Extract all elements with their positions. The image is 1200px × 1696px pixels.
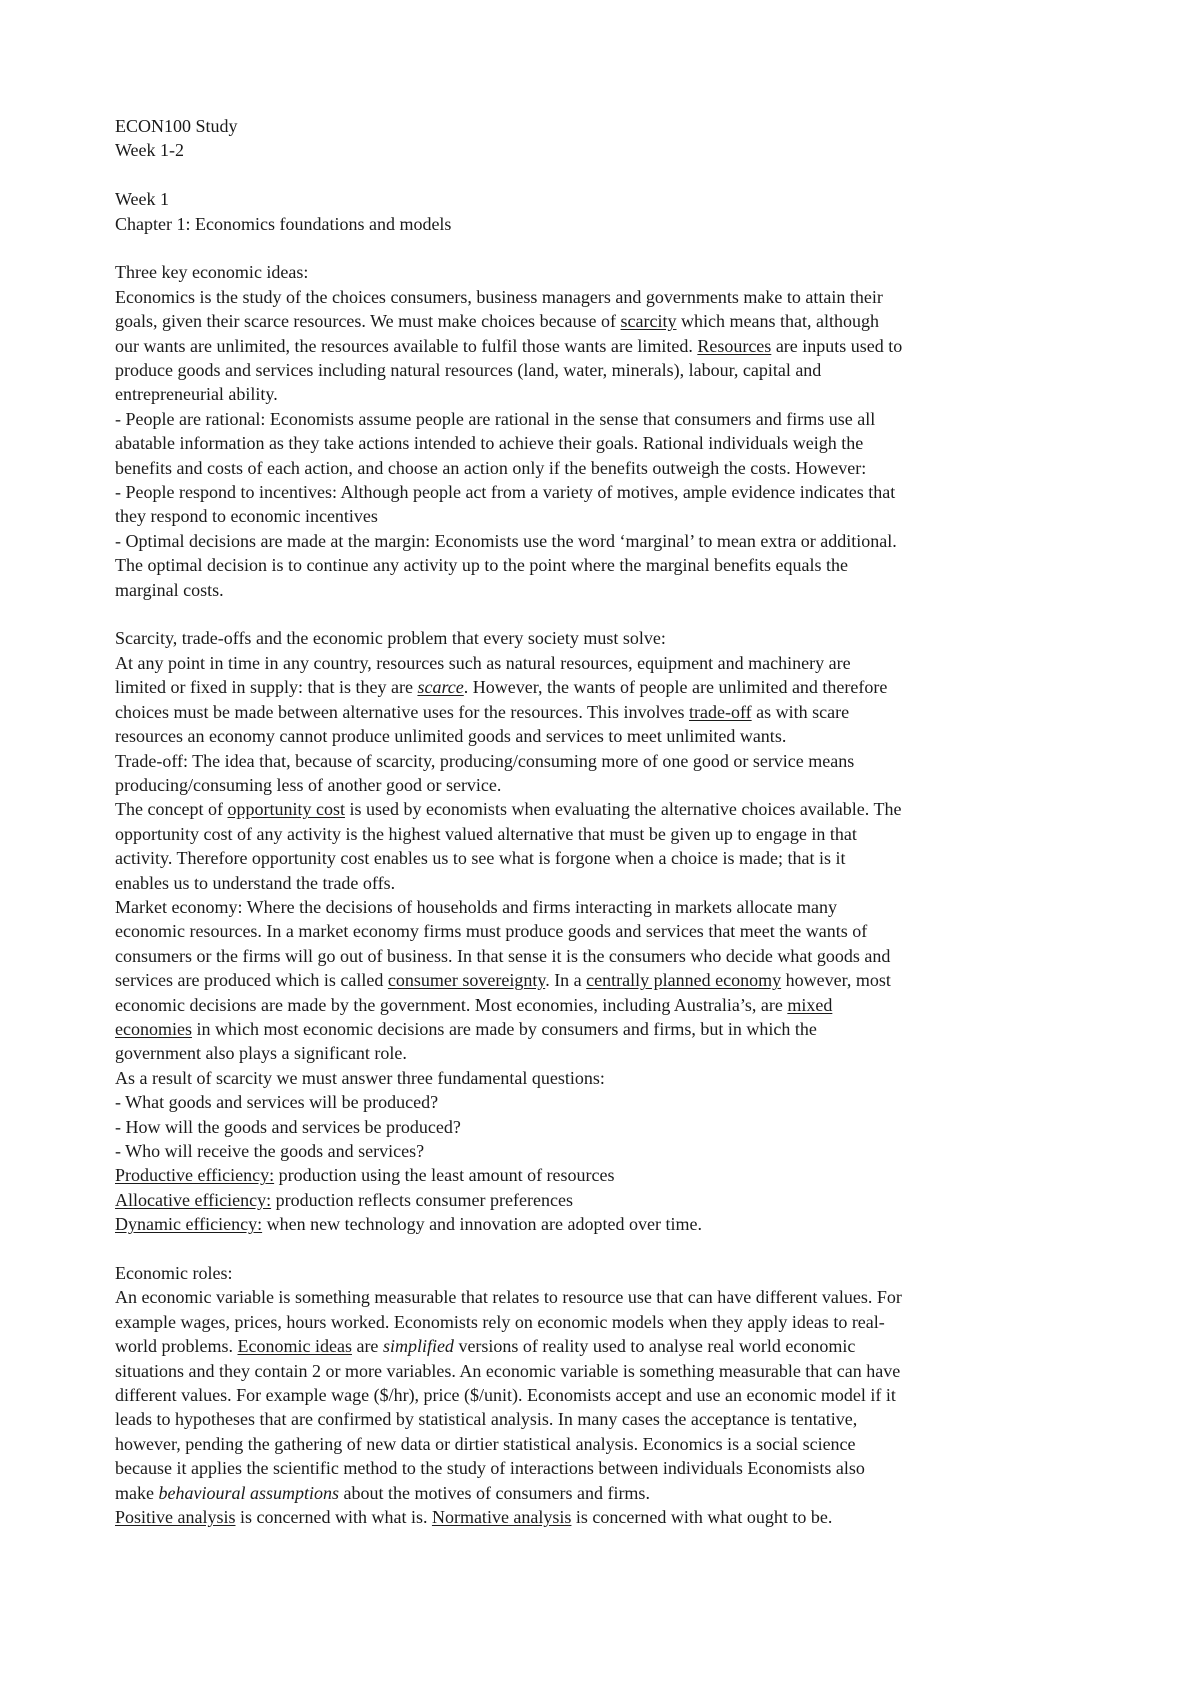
document-body xyxy=(115,236,1114,1529)
text-line xyxy=(115,1432,1114,1456)
text-line xyxy=(115,1383,1114,1407)
underlined-term: Productive efficiency: xyxy=(115,1165,275,1186)
text-segment: . However, the wants of people are unlimited and therefore xyxy=(463,677,888,698)
text-line xyxy=(115,358,1114,382)
text-segment: As a result of scarcity we must answer three fundamental questions: xyxy=(115,1067,605,1088)
text-segment: is used by economists when evaluating the alternative choices available. The xyxy=(344,799,902,820)
text-line xyxy=(115,822,1114,846)
text-segment: limited or fixed in supply: that is they are xyxy=(115,677,418,698)
text-line xyxy=(115,651,1114,675)
text-line xyxy=(115,504,1114,528)
text-line xyxy=(115,334,1114,358)
text-segment: opportunity cost of any activity is the highest valued alternative that must be given up to engage in that xyxy=(115,823,857,844)
text-line xyxy=(115,480,1114,504)
doc-subtitle: Week 1-2 xyxy=(115,140,185,161)
underlined-term: mixed xyxy=(787,994,833,1015)
text-line xyxy=(115,1456,1114,1480)
text-line xyxy=(115,1188,1114,1212)
section xyxy=(115,1261,1114,1529)
text-line xyxy=(115,456,1114,480)
text-line xyxy=(115,846,1114,870)
text-segment: benefits and costs of each action, and choose an action only if the benefits outweigh the costs. However: xyxy=(115,457,867,478)
text-line xyxy=(115,1115,1114,1139)
text-segment: The concept of xyxy=(115,799,228,820)
emphasis-text: simplified xyxy=(382,1336,454,1357)
underlined-term: opportunity cost xyxy=(227,799,345,820)
text-line xyxy=(115,1139,1114,1163)
chapter-title: Chapter 1: Economics foundations and models xyxy=(115,213,452,234)
text-line xyxy=(115,407,1114,431)
underlined-term: scarcity xyxy=(620,311,677,332)
text-segment: however, pending the gathering of new data or dirtier statistical analysis. Economics is a social science xyxy=(115,1433,856,1454)
text-segment: At any point in time in any country, resources such as natural resources, equipment and machinery are xyxy=(115,652,851,673)
text-segment: is concerned with what ought to be. xyxy=(571,1507,833,1528)
underlined-term: centrally planned economy xyxy=(586,970,782,991)
underlined-term: Allocative efficiency: xyxy=(115,1189,272,1210)
underlined-term: trade-off xyxy=(689,701,752,722)
text-line xyxy=(115,724,1114,748)
text-segment: as with scare xyxy=(751,701,850,722)
text-line xyxy=(115,968,1114,992)
text-line xyxy=(115,309,1114,333)
text-segment: abatable information as they take actions intended to achieve their goals. Rational individuals weigh the xyxy=(115,433,864,454)
text-segment: leads to hypotheses that are confirmed by statistical analysis. In many cases the acceptance is tentative, xyxy=(115,1409,858,1430)
text-line xyxy=(115,749,1114,773)
text-segment: The optimal decision is to continue any activity up to the point where the marginal benefits equals the xyxy=(115,555,848,576)
text-line xyxy=(115,944,1114,968)
text-line xyxy=(115,675,1114,699)
text-segment: they respond to economic incentives xyxy=(115,506,378,527)
underlined-term: scarce xyxy=(417,677,464,698)
text-segment: is concerned with what is. xyxy=(235,1507,432,1528)
text-line xyxy=(115,700,1114,724)
text-segment: example wages, prices, hours worked. Economists rely on economic models when they apply ideas to real- xyxy=(115,1311,885,1332)
text-segment: when new technology and innovation are adopted over time. xyxy=(262,1214,702,1235)
text-segment: choices must be made between alternative uses for the resources. This involves xyxy=(115,701,689,722)
text-segment: - Optimal decisions are made at the margin: Economists use the word ‘marginal’ to mean extra or additional. xyxy=(115,530,897,551)
text-segment: however, most xyxy=(781,970,891,991)
text-line xyxy=(115,529,1114,553)
underlined-term: Positive analysis xyxy=(115,1507,236,1528)
text-segment: consumers or the firms will go out of business. In that sense it is the consumers who decide what goods and xyxy=(115,945,891,966)
text-line xyxy=(115,1017,1114,1041)
text-line xyxy=(115,578,1114,602)
text-line xyxy=(115,1212,1114,1236)
text-segment: Economics is the study of the choices consumers, business managers and governments make to attain their xyxy=(115,286,883,307)
underlined-term: economies xyxy=(115,1018,192,1039)
section-heading: Three key economic ideas: xyxy=(115,262,309,283)
text-segment: are xyxy=(351,1336,383,1357)
text-segment: are inputs used to xyxy=(771,335,903,356)
text-segment: enables us to understand the trade offs. xyxy=(115,872,396,893)
text-segment: activity. Therefore opportunity cost enables us to see what is forgone when a choice is made; that is it xyxy=(115,848,846,869)
text-segment: - How will the goods and services be produced? xyxy=(115,1116,461,1137)
underlined-term: Economic ideas xyxy=(237,1336,352,1357)
text-segment: in which most economic decisions are made by consumers and firms, but in which the xyxy=(191,1018,817,1039)
text-segment: entrepreneurial ability. xyxy=(115,384,278,405)
text-line xyxy=(115,1090,1114,1114)
text-line xyxy=(115,1334,1114,1358)
text-line xyxy=(115,1163,1114,1187)
underlined-term: Dynamic efficiency: xyxy=(115,1214,263,1235)
underlined-term: Resources xyxy=(697,335,772,356)
text-segment: production reflects consumer preferences xyxy=(271,1189,573,1210)
text-segment: our wants are unlimited, the resources available to fulfil those wants are limited. xyxy=(115,335,698,356)
text-segment: - What goods and services will be produced? xyxy=(115,1092,439,1113)
text-segment: economic decisions are made by the government. Most economies, including Australia’s, are xyxy=(115,994,788,1015)
text-line xyxy=(115,382,1114,406)
underlined-term: Normative analysis xyxy=(431,1507,572,1528)
text-segment: different values. For example wage ($/hr), price ($/unit). Economists accept and use an economic model if it xyxy=(115,1385,896,1406)
text-line xyxy=(115,1066,1114,1090)
text-segment: goals, given their scarce resources. We must make choices because of xyxy=(115,311,621,332)
text-segment: services are produced which is called xyxy=(115,970,388,991)
text-segment: An economic variable is something measurable that relates to resource use that can have different values. For xyxy=(115,1287,902,1308)
text-line xyxy=(115,1285,1114,1309)
text-segment: versions of reality used to analyse real world economic xyxy=(453,1336,856,1357)
section-heading: Economic roles: xyxy=(115,1263,233,1284)
text-segment: economic resources. In a market economy firms must produce goods and services that meet the wants of xyxy=(115,921,868,942)
text-segment: about the motives of consumers and firms. xyxy=(339,1482,650,1503)
text-line xyxy=(115,895,1114,919)
text-line xyxy=(115,993,1114,1017)
doc-title: ECON100 Study xyxy=(115,116,238,136)
text-segment: resources an economy cannot produce unlimited goods and services to meet unlimited wants. xyxy=(115,726,787,747)
text-line xyxy=(115,431,1114,455)
text-line xyxy=(115,1310,1114,1334)
spacer xyxy=(115,163,1114,187)
text-segment: Trade-off: The idea that, because of scarcity, producing/consuming more of one good or service means xyxy=(115,750,855,771)
text-line xyxy=(115,1041,1114,1065)
text-segment: world problems. xyxy=(115,1336,238,1357)
spacer xyxy=(115,602,1114,626)
text-segment: situations and they contain 2 or more variables. An economic variable is something measurable that can have xyxy=(115,1360,901,1381)
text-segment: producing/consuming less of another good or service. xyxy=(115,774,502,795)
text-segment: produce goods and services including natural resources (land, water, minerals), labour, capital and xyxy=(115,360,822,381)
text-segment: Market economy: Where the decisions of households and firms interacting in markets allocate many xyxy=(115,896,837,917)
text-line xyxy=(115,1481,1114,1505)
text-line xyxy=(115,1359,1114,1383)
section xyxy=(115,260,1114,602)
text-segment: government also plays a significant role. xyxy=(115,1043,407,1064)
text-segment: because it applies the scientific method to the study of interactions between individuals Economists also xyxy=(115,1458,865,1479)
text-segment: - People are rational: Economists assume people are rational in the sense that consumers and firms use all xyxy=(115,408,876,429)
section xyxy=(115,626,1114,1236)
text-segment: which means that, although xyxy=(676,311,879,332)
text-segment: - Who will receive the goods and services? xyxy=(115,1141,425,1162)
text-segment: production using the least amount of resources xyxy=(274,1165,615,1186)
text-segment: make xyxy=(115,1482,159,1503)
text-line xyxy=(115,553,1114,577)
text-segment: - People respond to incentives: Although people act from a variety of motives, ample evidence indicates that xyxy=(115,482,896,503)
text-line xyxy=(115,773,1114,797)
text-segment: marginal costs. xyxy=(115,579,224,600)
spacer xyxy=(115,236,1114,260)
week-label: Week 1 xyxy=(115,189,170,210)
text-line xyxy=(115,285,1114,309)
emphasis-text: behavioural assumptions xyxy=(158,1482,339,1503)
text-line xyxy=(115,1505,1114,1529)
text-line xyxy=(115,871,1114,895)
text-line xyxy=(115,797,1114,821)
text-segment: . In a xyxy=(545,970,587,991)
text-line xyxy=(115,919,1114,943)
spacer xyxy=(115,1237,1114,1261)
underlined-term: consumer sovereignty xyxy=(387,970,546,991)
section-heading: Scarcity, trade-offs and the economic problem that every society must solve: xyxy=(115,628,666,649)
text-line xyxy=(115,1407,1114,1431)
